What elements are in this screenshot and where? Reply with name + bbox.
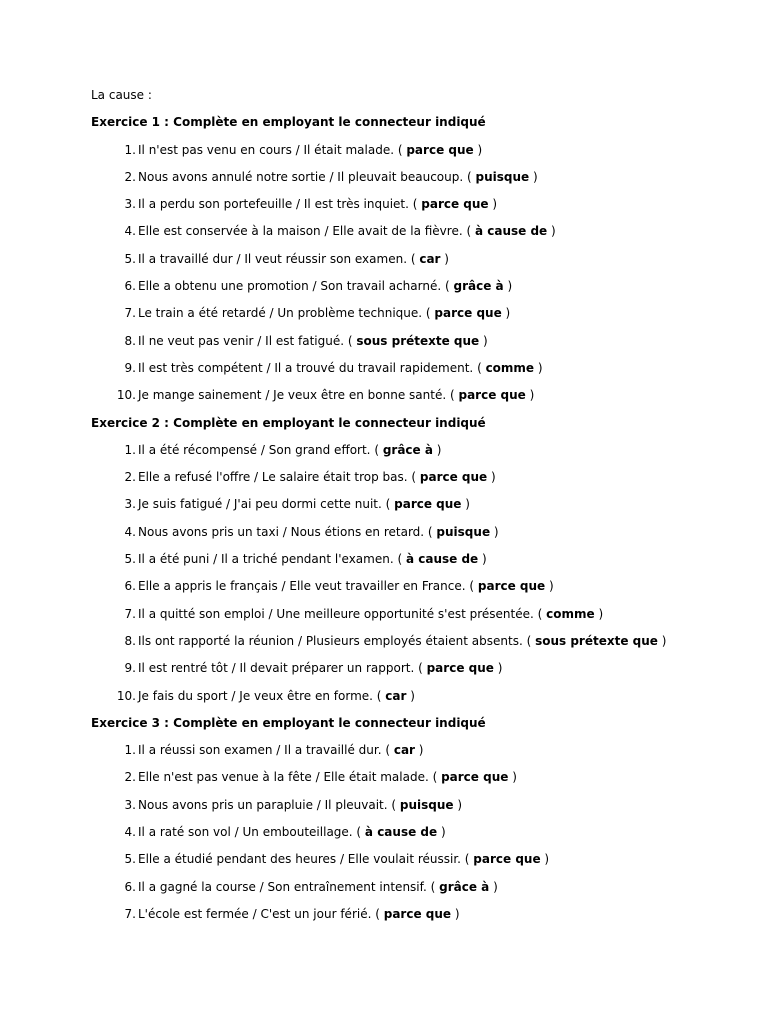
list-item bbox=[91, 850, 731, 868]
item-sentence: Nous avons pris un taxi / Nous étions en retard. ( puisque ) bbox=[138, 524, 499, 539]
item-number: 10. bbox=[116, 688, 136, 703]
list-item bbox=[91, 250, 731, 268]
connector-keyword: parce que bbox=[473, 852, 541, 867]
item-text: Nous avons pris un taxi / Nous étions en retard. bbox=[138, 524, 425, 539]
item-number: 6. bbox=[124, 879, 136, 894]
connector-keyword: parce que bbox=[434, 306, 502, 321]
list-item bbox=[91, 632, 731, 650]
connector-keyword: comme bbox=[546, 606, 595, 621]
item-sentence: Elle a refusé l'offre / Le salaire était trop bas. ( parce que ) bbox=[138, 470, 496, 485]
item-number: 9. bbox=[124, 661, 136, 676]
list-item bbox=[91, 468, 731, 486]
list-item bbox=[91, 523, 731, 541]
list-item bbox=[91, 195, 731, 213]
item-sentence: Il n'est pas venu en cours / Il était malade. ( parce que ) bbox=[138, 142, 483, 157]
item-number: 2. bbox=[124, 770, 136, 785]
item-number: 4. bbox=[124, 524, 136, 539]
list-item bbox=[91, 141, 731, 159]
list-item bbox=[91, 304, 731, 322]
item-text: Elle a obtenu une promotion / Son travail acharné. bbox=[138, 279, 442, 294]
item-number: 8. bbox=[124, 333, 136, 348]
item-text: Il a été puni / Il a triché pendant l'examen. bbox=[138, 552, 394, 567]
connector-keyword: grâce à bbox=[439, 879, 490, 894]
list-item bbox=[91, 332, 731, 350]
list-item bbox=[91, 659, 731, 677]
item-text: Il ne veut pas venir / Il est fatigué. bbox=[138, 333, 345, 348]
item-text: Nous avons annulé notre sortie / Il pleuvait beaucoup. bbox=[138, 169, 464, 184]
item-text: Je fais du sport / Je veux être en forme. bbox=[138, 688, 373, 703]
exercise-items bbox=[91, 141, 731, 405]
item-text: Je suis fatigué / J'ai peu dormi cette nuit. bbox=[138, 497, 382, 512]
item-sentence: Il est très compétent / Il a trouvé du travail rapidement. ( comme ) bbox=[138, 360, 543, 375]
list-item bbox=[91, 222, 731, 240]
item-text: Il a gagné la course / Son entraînement intensif. bbox=[138, 879, 427, 894]
exercise-heading: Exercice 1 : Complète en employant le connecteur indiqué bbox=[91, 115, 486, 130]
item-text: Je mange sainement / Je veux être en bonne santé. bbox=[138, 388, 447, 403]
item-number: 1. bbox=[124, 142, 136, 157]
list-item bbox=[91, 577, 731, 595]
connector-keyword: car bbox=[385, 688, 407, 703]
item-text: Il a raté son vol / Un embouteillage. bbox=[138, 825, 353, 840]
item-number: 8. bbox=[124, 633, 136, 648]
item-text: Il est très compétent / Il a trouvé du travail rapidement. bbox=[138, 360, 474, 375]
connector-keyword: parce que bbox=[383, 906, 452, 921]
item-sentence: L'école est fermée / C'est un jour férié. ( parce que ) bbox=[138, 906, 460, 921]
exercise-section bbox=[91, 714, 731, 923]
connector-keyword: car bbox=[393, 743, 415, 758]
list-item bbox=[91, 359, 731, 377]
item-sentence: Elle n'est pas venue à la fête / Elle était malade. ( parce que ) bbox=[138, 770, 517, 785]
item-number: 1. bbox=[124, 442, 136, 457]
item-number: 3. bbox=[124, 497, 136, 512]
item-sentence: Il a quitté son emploi / Une meilleure opportunité s'est présentée. ( comme ) bbox=[138, 606, 604, 621]
item-number: 7. bbox=[124, 606, 136, 621]
item-number: 6. bbox=[124, 579, 136, 594]
item-text: Elle n'est pas venue à la fête / Elle était malade. bbox=[138, 770, 429, 785]
item-sentence: Il est rentré tôt / Il devait préparer un rapport. ( parce que ) bbox=[138, 661, 503, 676]
item-number: 10. bbox=[116, 388, 136, 403]
item-text: Elle a étudié pendant des heures / Elle voulait réussir. bbox=[138, 852, 461, 867]
connector-keyword: à cause de bbox=[364, 825, 438, 840]
item-text: Il a travaillé dur / Il veut réussir son examen. bbox=[138, 251, 408, 266]
item-number: 6. bbox=[124, 279, 136, 294]
list-item bbox=[91, 687, 731, 705]
item-text: Il a quitté son emploi / Une meilleure opportunité s'est présentée. bbox=[138, 606, 534, 621]
item-number: 5. bbox=[124, 552, 136, 567]
item-sentence: Je suis fatigué / J'ai peu dormi cette nuit. ( parce que ) bbox=[138, 497, 470, 512]
item-number: 2. bbox=[124, 470, 136, 485]
connector-keyword: parce que bbox=[406, 142, 474, 157]
exercise-list bbox=[91, 113, 731, 923]
item-text: Le train a été retardé / Un problème technique. bbox=[138, 306, 423, 321]
list-item bbox=[91, 796, 731, 814]
item-sentence: Il a gagné la course / Son entraînement intensif. ( grâce à ) bbox=[138, 879, 498, 894]
item-text: Il est rentré tôt / Il devait préparer un rapport. bbox=[138, 661, 415, 676]
item-number: 7. bbox=[124, 906, 136, 921]
item-number: 3. bbox=[124, 197, 136, 212]
item-sentence: Le train a été retardé / Un problème technique. ( parce que ) bbox=[138, 306, 511, 321]
document-title: La cause : bbox=[91, 88, 152, 102]
item-text: Il a été récompensé / Son grand effort. bbox=[138, 442, 371, 457]
list-item bbox=[91, 605, 731, 623]
connector-keyword: sous prétexte que bbox=[356, 333, 480, 348]
list-item bbox=[91, 768, 731, 786]
item-text: Il a perdu son portefeuille / Il est très inquiet. bbox=[138, 197, 409, 212]
list-item bbox=[91, 168, 731, 186]
list-item bbox=[91, 550, 731, 568]
item-sentence: Ils ont rapporté la réunion / Plusieurs employés étaient absents. ( sous prétexte que ) bbox=[138, 633, 667, 648]
connector-keyword: à cause de bbox=[474, 224, 548, 239]
item-number: 7. bbox=[124, 306, 136, 321]
item-sentence: Il a été puni / Il a triché pendant l'examen. ( à cause de ) bbox=[138, 552, 487, 567]
item-sentence: Il a raté son vol / Un embouteillage. ( à cause de ) bbox=[138, 825, 446, 840]
item-sentence: Il a perdu son portefeuille / Il est très inquiet. ( parce que ) bbox=[138, 197, 498, 212]
item-sentence: Nous avons annulé notre sortie / Il pleuvait beaucoup. ( puisque ) bbox=[138, 169, 538, 184]
item-sentence: Je mange sainement / Je veux être en bonne santé. ( parce que ) bbox=[138, 388, 535, 403]
item-number: 5. bbox=[124, 251, 136, 266]
connector-keyword: puisque bbox=[399, 797, 454, 812]
connector-keyword: sous prétexte que bbox=[535, 633, 658, 648]
item-number: 4. bbox=[124, 825, 136, 840]
connector-keyword: à cause de bbox=[405, 552, 479, 567]
item-sentence: Il ne veut pas venir / Il est fatigué. ( sous prétexte que ) bbox=[138, 333, 488, 348]
item-number: 5. bbox=[124, 852, 136, 867]
connector-keyword: parce que bbox=[441, 770, 509, 785]
list-item bbox=[91, 905, 731, 923]
item-text: Elle a appris le français / Elle veut travailler en France. bbox=[138, 579, 466, 594]
exercise-items bbox=[91, 741, 731, 923]
item-text: Il a réussi son examen / Il a travaillé dur. bbox=[138, 743, 382, 758]
connector-keyword: parce que bbox=[477, 579, 546, 594]
list-item bbox=[91, 277, 731, 295]
connector-keyword: puisque bbox=[475, 169, 530, 184]
connector-keyword: puisque bbox=[436, 524, 491, 539]
connector-keyword: grâce à bbox=[453, 279, 504, 294]
exercise-items bbox=[91, 441, 731, 705]
item-sentence: Il a travaillé dur / Il veut réussir son examen. ( car ) bbox=[138, 251, 449, 266]
connector-keyword: parce que bbox=[419, 470, 488, 485]
document-page bbox=[91, 86, 731, 932]
item-sentence: Elle a obtenu une promotion / Son travail acharné. ( grâce à ) bbox=[138, 279, 513, 294]
item-number: 2. bbox=[124, 169, 136, 184]
list-item bbox=[91, 386, 731, 404]
item-text: L'école est fermée / C'est un jour férié. bbox=[138, 906, 372, 921]
item-text: Elle est conservée à la maison / Elle avait de la fièvre. bbox=[138, 224, 463, 239]
item-text: Ils ont rapporté la réunion / Plusieurs employés étaient absents. bbox=[138, 633, 523, 648]
connector-keyword: parce que bbox=[394, 497, 462, 512]
exercise-section bbox=[91, 113, 731, 404]
exercise-section bbox=[91, 414, 731, 705]
item-sentence: Il a été récompensé / Son grand effort. ( grâce à ) bbox=[138, 442, 442, 457]
list-item bbox=[91, 823, 731, 841]
exercise-heading: Exercice 2 : Complète en employant le connecteur indiqué bbox=[91, 415, 486, 430]
item-text: Nous avons pris un parapluie / Il pleuvait. bbox=[138, 797, 388, 812]
item-sentence: Elle a appris le français / Elle veut travailler en France. ( parce que ) bbox=[138, 579, 554, 594]
connector-keyword: comme bbox=[485, 360, 535, 375]
list-item bbox=[91, 878, 731, 896]
list-item bbox=[91, 495, 731, 513]
item-sentence: Nous avons pris un parapluie / Il pleuvait. ( puisque ) bbox=[138, 797, 463, 812]
exercise-heading: Exercice 3 : Complète en employant le connecteur indiqué bbox=[91, 715, 486, 730]
connector-keyword: grâce à bbox=[382, 442, 433, 457]
item-number: 9. bbox=[124, 360, 136, 375]
item-sentence: Elle est conservée à la maison / Elle avait de la fièvre. ( à cause de ) bbox=[138, 224, 556, 239]
connector-keyword: parce que bbox=[421, 197, 489, 212]
list-item bbox=[91, 741, 731, 759]
connector-keyword: car bbox=[419, 251, 441, 266]
item-sentence: Elle a étudié pendant des heures / Elle voulait réussir. ( parce que ) bbox=[138, 852, 550, 867]
item-number: 4. bbox=[124, 224, 136, 239]
item-sentence: Je fais du sport / Je veux être en forme. ( car ) bbox=[138, 688, 415, 703]
connector-keyword: parce que bbox=[426, 661, 494, 676]
item-text: Elle a refusé l'offre / Le salaire était trop bas. bbox=[138, 470, 408, 485]
item-number: 3. bbox=[124, 797, 136, 812]
list-item bbox=[91, 441, 731, 459]
item-text: Il n'est pas venu en cours / Il était malade. bbox=[138, 142, 395, 157]
connector-keyword: parce que bbox=[458, 388, 526, 403]
item-sentence: Il a réussi son examen / Il a travaillé dur. ( car ) bbox=[138, 743, 424, 758]
item-number: 1. bbox=[124, 743, 136, 758]
